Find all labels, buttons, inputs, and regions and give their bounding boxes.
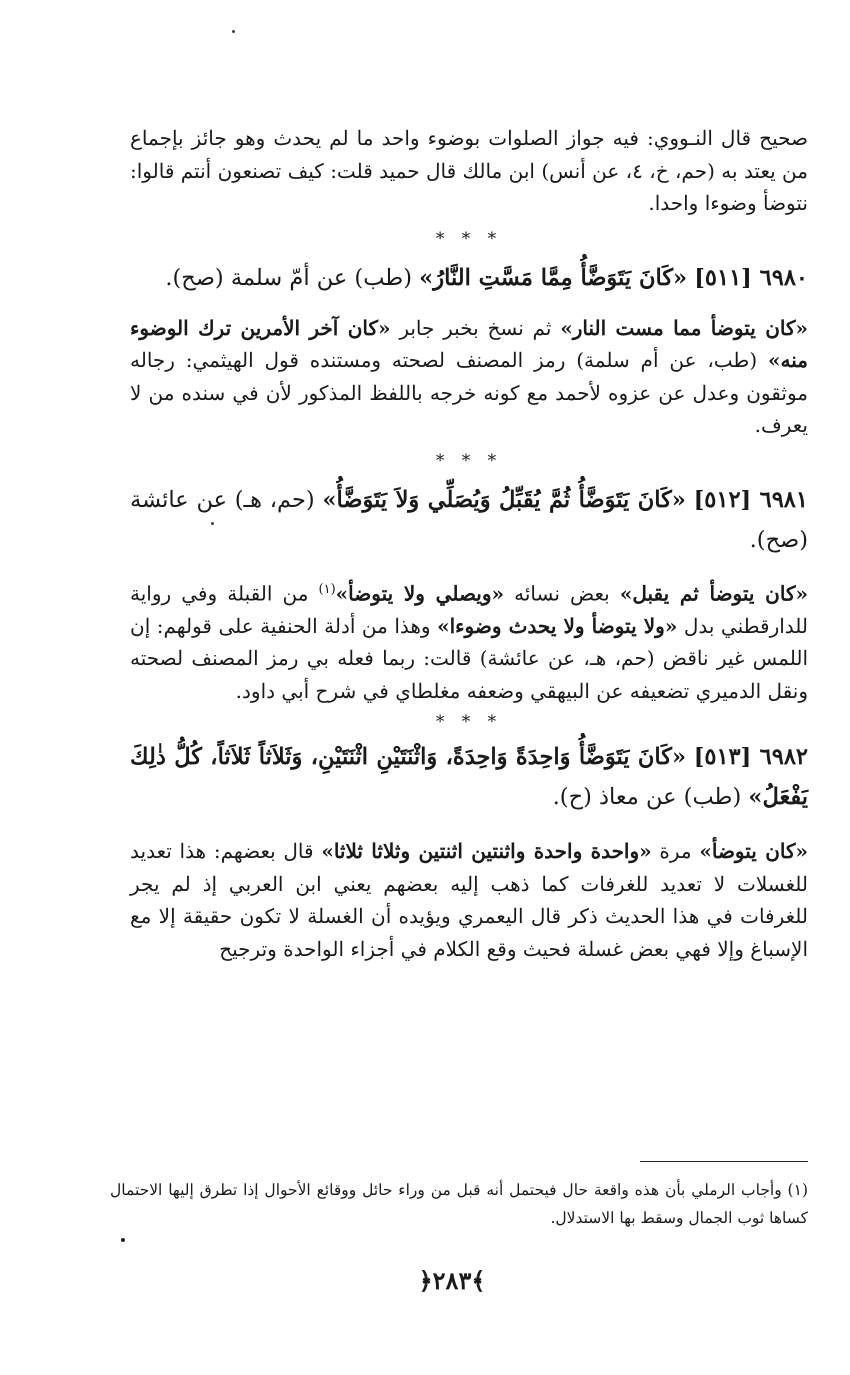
commentary-text: مرة [651, 839, 700, 864]
hadith-text: «كَانَ يَتَوَضَّأُ وَاحِدَةً وَاحِدَةً، وَاثْنَتَيْنِ اثْنَتَيْنِ، وَثَلاَثاً ثَلاَثاً، كُلُّ ذٰلِكَ يَفْعَلُ» [130, 744, 808, 811]
hadith-6980 [130, 258, 808, 298]
hadith-number: ٦٩٨٠ [٥١١] [694, 264, 808, 291]
quoted-text: «واحدة واحدة واثنتين اثنتين وثلاثا ثلاثا» [321, 839, 652, 864]
commentary-text: قال بعضهم: هذا تعديد للغسلات لا تعديد للغرفات كما ذهب إليه بعضهم يعني ابن العربي إذ لم يجر للغرفات في هذا الحديث ذكر قال اليعمري ويؤيده أن الغسلة لا تكون حقيقة إلا مع الإسباغ وإلا فهي بعض غسلة فحيث وقع الكلام في أجزاء الواحدة وترجيح [130, 839, 808, 961]
commentary-6981 [130, 574, 808, 708]
hadith-source: (حم، هـ) عن عائشة (صح). [130, 486, 808, 553]
hadith-text: «كَانَ يَتَوَضَّأُ مِمَّا مَسَّتِ النَّارُ» [419, 264, 688, 291]
commentary-text: (طب، عن أم سلمة) رمز المصنف لصحته ومستنده قول الهيثمي: رجاله موثقون وعدل عن عزوه لأحمد مع كونه خرجه باللفظ المذكور لأن في سنده من لا يعرف. [130, 348, 808, 437]
commentary-text: وهذا من أدلة الحنفية على قولهم: إن اللمس غير ناقض (حم، هـ، عن عائشة) قالت: ربما فعله بي رمز المصنف لصحته ونقل الدميري تضعيفه عن البيهقي وضعفه مغلطاي في شرح أبي داود. [130, 613, 808, 703]
section-separator: * * * [435, 450, 503, 471]
quoted-text: «كان آخر الأمرين ترك الوضوء منه» [130, 315, 808, 372]
commentary-6980 [130, 312, 808, 442]
quoted-text: «كان يتوضأ ثم يقبل» [619, 581, 808, 606]
page-body [130, 122, 808, 965]
intro-paragraph: صحيح قال النـووي: فيه جواز الصلوات بوضوء واحد ما لم يحدث وهو جائز بإجماع من يعتد به (حم، خ، ٤، عن أنس) ابن مالك قال حميد قلت: كيف تصنعون أنتم قالوا: نتوضأ وضوءا واحدا. [130, 126, 808, 215]
footnote-divider [640, 1161, 808, 1162]
hadith-number: ٦٩٨٢ [٥١٣] [693, 744, 808, 771]
ink-speck [232, 30, 235, 33]
footnote-text: وأجاب الرملي بأن هذه واقعة حال فيحتمل أنه قبل من وراء حائل ووقائع الأحوال إذا تطرق إليها الاحتمال كساها ثوب الجمال وسقط بها الاستدلال. [110, 1181, 808, 1227]
hadith-6982 [130, 737, 808, 817]
quoted-text: «ولا يتوضأ ولا يحدث وضوءا» [437, 613, 678, 638]
quoted-text: «كان يتوضأ» [699, 839, 808, 864]
quoted-text: «كان يتوضأ مما مست النار» [560, 315, 808, 340]
footnote-marker: (١) [787, 1181, 808, 1199]
ink-dot [121, 1238, 125, 1242]
hadith-text: «كَانَ يَتَوَضَّأُ ثُمَّ يُقَبِّلُ وَيُصَلِّي وَلاَ يَتَوَضَّأُ» [322, 486, 686, 513]
section-separator: * * * [435, 228, 503, 249]
commentary-6982 [130, 835, 808, 965]
footnote [110, 1176, 808, 1232]
commentary-text: بعض نسائه [504, 581, 620, 606]
hadith-6981 [130, 480, 808, 560]
commentary-text: من القبلة وفي رواية للدارقطني بدل [130, 581, 808, 638]
quoted-text: «ويصلي ولا يتوضأ» [335, 581, 505, 606]
hadith-source: (طب) عن أمّ سلمة (صح). [165, 264, 412, 291]
page-number: ﴿٢٨٣﴾ [418, 1266, 486, 1295]
hadith-source: (طب) عن معاذ (ح). [552, 784, 742, 811]
ink-speck [211, 522, 214, 525]
section-separator: * * * [435, 712, 503, 733]
footnote-reference[interactable]: (١) [318, 581, 336, 597]
hadith-number: ٦٩٨١ [٥١٢] [693, 486, 808, 513]
commentary-text: ثم نسخ بخبر جابر [390, 315, 561, 340]
